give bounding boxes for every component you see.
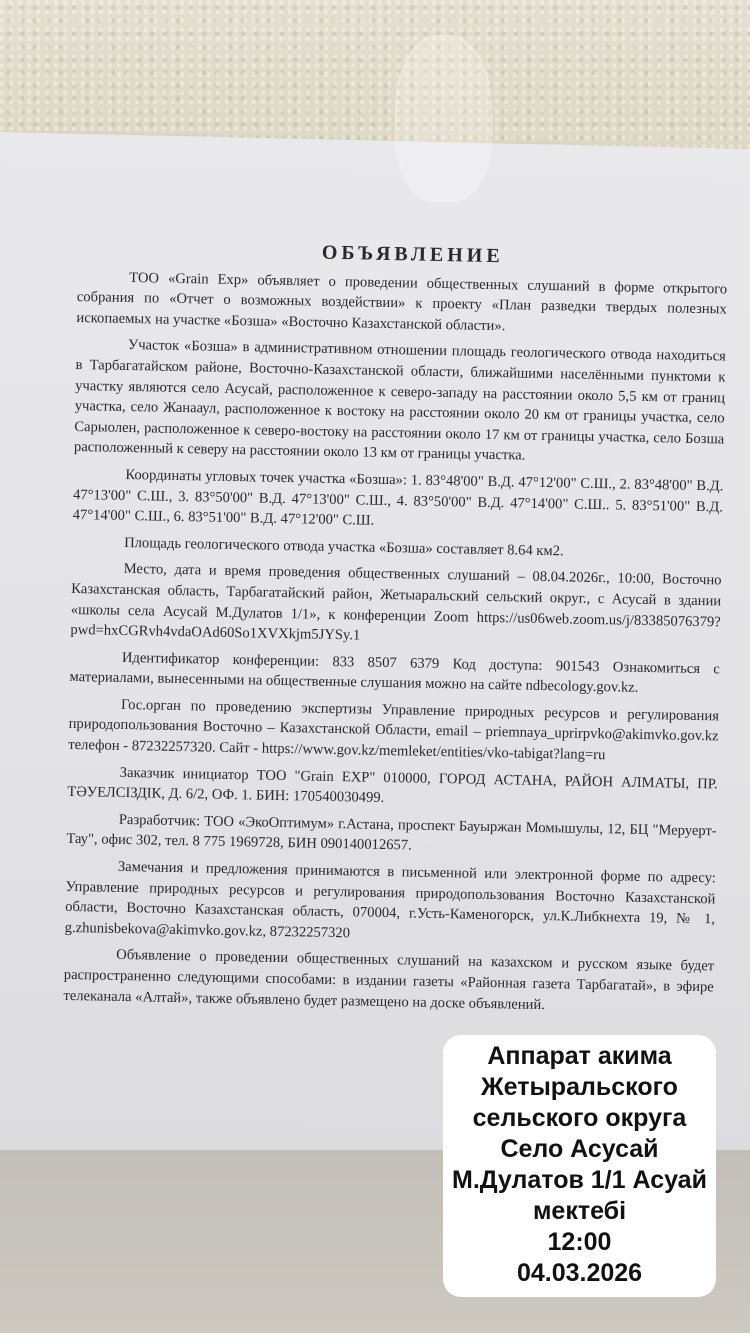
caption-line: Село Асусай — [500, 1135, 659, 1163]
wall-background — [0, 0, 750, 150]
paragraph-area: Площадь геологического отвода участка «Бозша» составляет 8.64 км2. — [124, 534, 564, 560]
announcement-title: ОБЪЯВЛЕНИЕ — [321, 241, 504, 268]
announcement-document — [63, 238, 728, 1025]
paragraph-coordinates: Координаты угловых точек участка «Бозша»: 1. 83°48'00" В.Д. 47°12'00" С.Ш., 2. 83°48'00" В.Д. 47°13'00" С.Ш., 3. 83°50'00" В.Д. 47°13'00" С.Ш., 4. 83°50'00" В.Д. 47°14'00" С.Ш.. 5. 83°51'00" В.Д. 47°14'00" С.Ш., 6. 83°51'00" В.Д. 47°12'00" С.Ш. — [72, 466, 724, 529]
paragraph-intro: ТОО «Grain Exp» объявляет о проведении общественных слушаний в форме открытого собрания по «Отчет о возможных воздействии» к проекту «План разведки твердых полезных ископаемых на участке «Бозша» «Восточно Казахстанской области». — [76, 269, 728, 335]
paragraph-customer: Заказчик инициатор ТОО "Grain EXP" 010000, ГОРОД АСТАНА, РАЙОН АЛМАТЫ, ПР. ТӘУЕЛСІЗДІК, Д. 6/2, ОФ. 1. БИН: 170540030499. — [67, 764, 718, 807]
paragraph-developer: Разработчик: ТОО «ЭкоОптимум» г.Астана, проспект Бауыржан Момышулы, 12, БЦ "Меруерт-Тау", офис 302, тел. 8 775 1969728, БИН 090140012657. — [66, 811, 717, 854]
paragraph-distribution: Объявление о проведении общественных слушаний на казахском и русском языке будет распространенно следующими способами: в издании газеты «Районная газета Тарбагатай», в эфире телеканала «Алтай», также объявлено будет размещено на доске объявлений. — [63, 947, 715, 1013]
paragraph-expertise-body: Гос.орган по проведению экспертизы Управление природных ресурсов и регулирования природопользования Восточно – Казахстанской Области, email – priemnaya_uprirpvko@akimvko.gov.kz телефон - 87232257320. Сайт - https://www.gov.kz/memleket/entities/vko-tabigat?lang=ru — [68, 696, 720, 764]
paragraph-comments: Замечания и предложения принимаются в письменной или электронной форме по адресу: Управление природных ресурсов и регулирования природопользования Восточно Казахстанской области, Восточно Казахстанская область, 070004, г.Усть-Каменогорск, ул.К.Либкнехта 19, № 1, g.zhunisbekova@akimvko.gov.kz, 87232257320 — [64, 858, 716, 942]
caption-line: 12:00 — [547, 1228, 612, 1256]
story-caption — [443, 1035, 716, 1297]
paragraph-conference-id: Идентификатор конференции: 833 8507 6379 Код доступа: 901543 Ознакомиться с материалами, вынесенными на общественные слушания можно на сайте ndbecology.gov.kz. — [69, 649, 720, 697]
caption-line: Жетыральского — [481, 1073, 678, 1101]
paragraph-venue-datetime: Место, дата и время проведения общественных слушаний – 08.04.2026г., 10:00, Восточно Казахстанская область, Тарбагатайский район, Жетыаральский сельский округ., с Асусай в здании «школы села Асусай М.Дулатов 1/1», к конференции Zoom https://us06web.zoom.us/j/83385076379?pwd=hxCGRvh4vdaOAd60So1XVXkjm5JYSy.1 — [70, 561, 722, 644]
caption-line: 04.03.2026 — [516, 1259, 643, 1287]
caption-line: мектебі — [532, 1197, 627, 1225]
caption-line: сельского округа — [472, 1104, 687, 1132]
paragraph-site-location: Участок «Бозша» в административном отношении площадь геологического отвода находиться в Тарбагатайском районе, Восточно-Казахстанской области, ближайшими населёнными пунктоми к участку являются село Асусай, расположенное к северо-западу на расстоянии около 5,5 км от границ участка, село Жанааул, расположенное к востоку на расстоянии около 20 км от границы участка, село Сарыолен, расположенное к северо-востоку на расстоянии около 17 км от границы участка, село Бозша расположенный к северу на расстоянии около 13 км от границы участка. — [73, 337, 726, 464]
caption-line: М.Дулатов 1/1 Асуай — [452, 1166, 707, 1194]
caption-line: Аппарат акима — [487, 1042, 672, 1070]
adhesive-tape — [395, 35, 492, 202]
